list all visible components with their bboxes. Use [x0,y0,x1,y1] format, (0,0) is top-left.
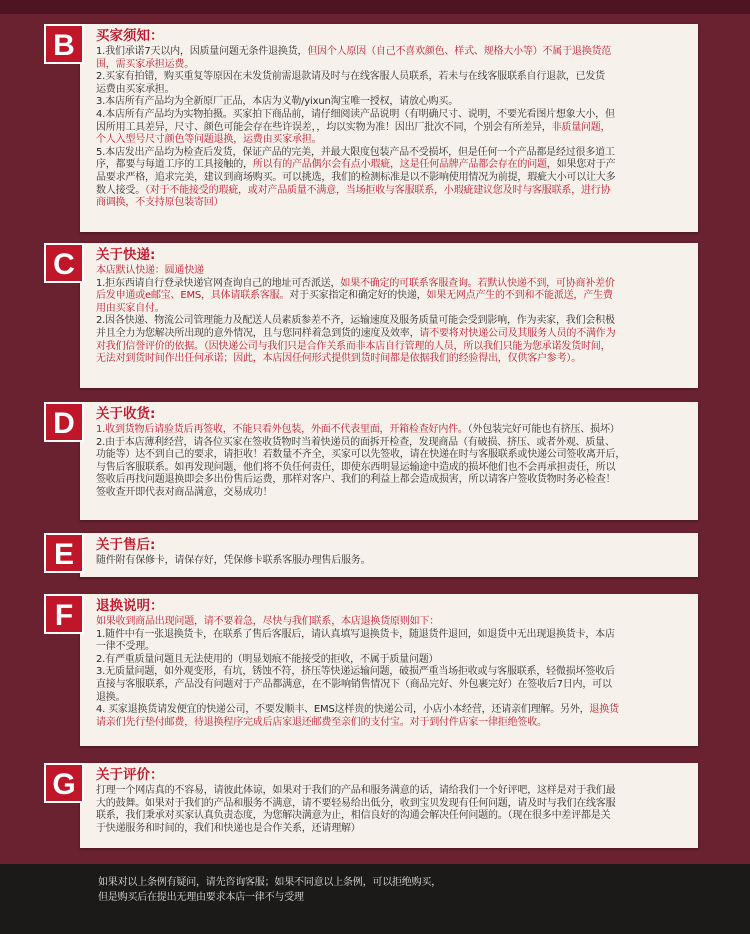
highlight-text: 围，需买家承担运费。 [96,58,194,70]
section-title-f: 退换说明： [96,598,164,614]
body-line [96,462,690,475]
body-text: 于快递服务和时间的，我们和快递也是合作关系，还请理解） [96,822,361,834]
body-line [96,555,690,568]
section-card-g [80,763,698,848]
highlight-text: 商调换，不支持原包装寄回） [96,197,224,209]
body-line [96,487,690,500]
body-line [96,679,690,692]
body-line [96,328,690,341]
body-line [96,353,690,366]
body-text: 大的鼓舞。如果对于我们的产品和服务不满意，请不要轻易给出低分，收到宝贝发现有任何问题，请及时与我们在线客服 [96,797,616,809]
body-line [96,641,690,654]
highlight-text: 退换货 [589,704,619,716]
body-line [96,315,690,328]
body-line [96,109,690,122]
section-body-b [96,46,690,210]
body-line [96,71,690,84]
highlight-text: 但因个人原因（自己不喜欢颜色、样式、规格大小等）不属于退换货范 [307,46,612,57]
section-letter-c: C [44,243,84,283]
body-text: 品要求严格，追求完美，建议到商场购买。可以挑选，我们的检测标准是以不影响使用情况为前提，瑕疵大小可以让大多 [96,171,616,183]
top-strip [0,0,750,14]
section-card-c [80,243,698,388]
body-line [96,185,690,198]
body-text: 并且全力为您解决所出现的意外情况，且与您同样着急到货的速度及效率， [96,327,420,339]
body-text: 如果您对于产 [556,159,616,171]
body-line [96,823,690,836]
section-card-b [80,24,698,232]
body-text: 序，都要与每道工序的工具接触的， [96,159,253,171]
highlight-text: 后发申通或e邮宝、EMS，具体请联系客服。 [96,290,290,302]
body-line [96,629,690,642]
highlight-text: 请不要将对快递公司及其服务人员的不满作为 [419,327,616,339]
body-line [96,717,690,730]
section-card-e [80,533,698,577]
footer [0,864,750,934]
section-title-b: 买家须知： [96,28,164,44]
body-text: 联系，我们秉承对买家认真负责态度，为您解决满意为止，相信良好的沟通会解决任何问题的。（现在很多中差评都是关 [96,810,611,822]
body-line [96,341,690,354]
body-line [96,197,690,210]
body-text: 随件附有保修卡，请保存好，凭保修卡联系客服办理售后服务。 [96,555,371,566]
highlight-text: 用由买家自付。 [96,302,165,314]
footer-line-1: 如果对以上条例有疑问，请先咨询客服；如果不同意以上条例，可以拒绝购买， [98,877,441,888]
section-body-e [96,555,690,568]
body-text: 1.随件中有一张退换货卡，在联系了售后客服后，请认真填写退换货卡，随退货件退回，如退货中无出现退换货卡，本店 [96,628,615,640]
body-line [96,134,690,147]
section-letter-f: F [44,594,84,634]
body-text: 退换。 [96,691,126,703]
body-line [96,84,690,97]
body-text: 打理一个网店真的不容易，请彼此体谅，如果对于我们的产品和服务满意的话，请给我们一个好评吧，这样是对于我们最 [96,785,616,796]
footer-line-2: 但是购买后在提出无理由要求本店一律不与受理 [98,892,304,903]
body-text: 因所用工具差异，尺寸、颜色可能会存在些许误差，，均以实物为准！因出厂批次不同，个别会有所差异， [96,121,552,133]
body-line [96,692,690,705]
body-line [96,147,690,160]
body-text: 功能等）达不到自己的要求，请拒收！若数量不齐全，买家可以先签收，请在快递在时与客服联系或快递公司签收离开后， [96,449,626,461]
body-text: 5.本店发出产品均为检查后发货，保证产品的完美，并最大限度包装产品不受损坏，但是任何一个产品都是经过很多道工 [96,146,615,158]
highlight-text: 请亲们先行垫付邮费，待退换程序完成后店家退还邮费至亲们的支付宝。对于到付件店家一律拒绝签收。 [96,716,547,728]
body-text: 3.本店所有产品均为全新原厂正品，本店为义勒/yixun淘宝唯一授权，请放心购买。 [96,96,458,108]
body-line [96,785,690,798]
body-line [96,474,690,487]
section-letter-e: E [44,533,84,573]
body-text: 2.因各快递、物流公司管理能力及配送人员素质参差不齐，运输速度及服务质量可能会受到影响，作为卖家，我们会积极 [96,315,615,327]
body-line [96,616,690,629]
body-line [96,290,690,303]
body-text: 4. 买家退换货请发便宜的快递公司，不要发顺丰、EMS这样贵的快递公司，小店小本经营，还请亲们理解。另外， [96,704,590,716]
body-line [96,265,690,278]
body-line [96,59,690,72]
section-letter-g: G [44,763,84,803]
highlight-text: 如果收到商品出现问题，请不要着急，尽快与我们联系，本店退换货原则如下： [96,616,439,627]
highlight-text: 个人入型号尺寸颜色等问题退换，运费由买家承担。 [96,134,322,146]
body-text: 2.由于本店薄利经营，请各位买家在签收货物时当着快递员的面拆开检查，发现商品（有破损、挤压、或者外观、质量、 [96,436,615,448]
body-line [96,424,690,437]
body-text: 签收后再找问题退换即会多出份售后运费，那样对客户、我们的利益上都会造成损害，所以请客户签收货物时务必检查！ [96,474,616,486]
highlight-text: 所以有的产品偶尔会有点小瑕疵，这是任何品牌产品都会存在的问题， [252,159,557,171]
body-text: 2.有严重质量问题且无法使用的（明显划痕不能接受的拒收，不属于质量问题） [96,653,439,665]
section-body-g [96,785,690,835]
body-line [96,303,690,316]
body-text: 2.买家有拍错，购买重复等原因在未发货前需退款请及时与在线客服人员联系，若未与在线客服联系自行退款，已发货 [96,71,605,83]
body-line [96,172,690,185]
body-text: 与售后客服联系。如再发现问题，他们将不负任何责任，即使东西明显运输途中造成的损坏他们也不会再承担责任，所以 [96,461,616,473]
body-line [96,449,690,462]
body-text: 3.无质量问题，如外观变形，有坑，锈蚀不符，挤压等快递运输问题，破损严重当场拒收或与客服联系，轻微损坏签收后 [96,666,615,678]
body-line [96,437,690,450]
highlight-text: （对于不能接受的瑕疵，或对产品质量不满意，当场拒收与客服联系，小瑕疵建议您及时与客服联系，进行协 [145,184,611,196]
body-text: 对于买家指定和确定好的快递， [289,290,427,302]
section-letter-d: D [44,402,84,442]
highlight-text: 如果无网点产生的不到和不能派送，产生费 [426,290,613,302]
highlight-text: 非质量问题， [551,121,611,133]
section-card-d [80,402,698,520]
body-text: 直接与客服联系，产品没有问题对于产品都满意，在不影响销售情况下（商品完好、外包裹完好）在签收后7日内，可以 [96,678,612,690]
body-text: 运费由买家承担。 [96,83,175,95]
body-text: 签收查开即代表对商品满意，交易成功！ [96,486,273,498]
highlight-text: 本店默认快递：圆通快递 [96,265,204,276]
body-line [96,704,690,717]
section-title-d: 关于收货: [96,406,156,422]
section-title-e: 关于售后: [96,537,156,553]
highlight-text: （因快递公司与我们只是合作关系而非本店自行管理的人员，所以我们只能为您承诺发货时间， [203,340,611,352]
body-line [96,654,690,667]
section-letter-b: B [44,24,84,64]
section-title-c: 关于快递: [96,247,156,263]
body-text: 1.拒东西请自行登录快递官网查询自己的地址可否派送， [96,277,341,289]
body-line [96,46,690,59]
section-body-d [96,424,690,500]
body-line [96,96,690,109]
highlight-text: 无法对到货时间作出任何承诺；因此，本店因任何形式提供到货时间都是依据我们的经验得出，仅供客户参考）。 [96,353,581,365]
highlight-text: 如果不确定的可联系客服查询。若默认快递不到，可协商补差价 [340,277,615,289]
body-line [96,810,690,823]
highlight-text: 对我们信誉评价的依据。 [96,340,204,352]
body-line [96,666,690,679]
body-line [96,798,690,811]
body-text: 数人接受。 [96,184,145,196]
section-body-f [96,616,690,729]
section-card-f [80,594,698,746]
body-text: 4.本店所有产品均为实物拍摄。买家拍下商品前，请仔细阅读产品说明（有明确尺寸、说明，不要光看图片想象大小，但 [96,108,615,120]
section-body-c [96,265,690,366]
body-text: （外包装完好可能也有挤压、损坏） [467,424,620,435]
body-text: 1.我们承诺7天以内，因质量问题无条件退换货， [96,46,308,57]
highlight-text: 1.收到货物后请验货后再签收，不能只看外包装，外面不代表里面，开箱检查好内件。 [96,424,468,435]
body-line [96,278,690,291]
body-text: 一律不受理。 [96,641,155,653]
body-line [96,122,690,135]
section-title-g: 关于评价： [96,767,164,783]
body-line [96,159,690,172]
